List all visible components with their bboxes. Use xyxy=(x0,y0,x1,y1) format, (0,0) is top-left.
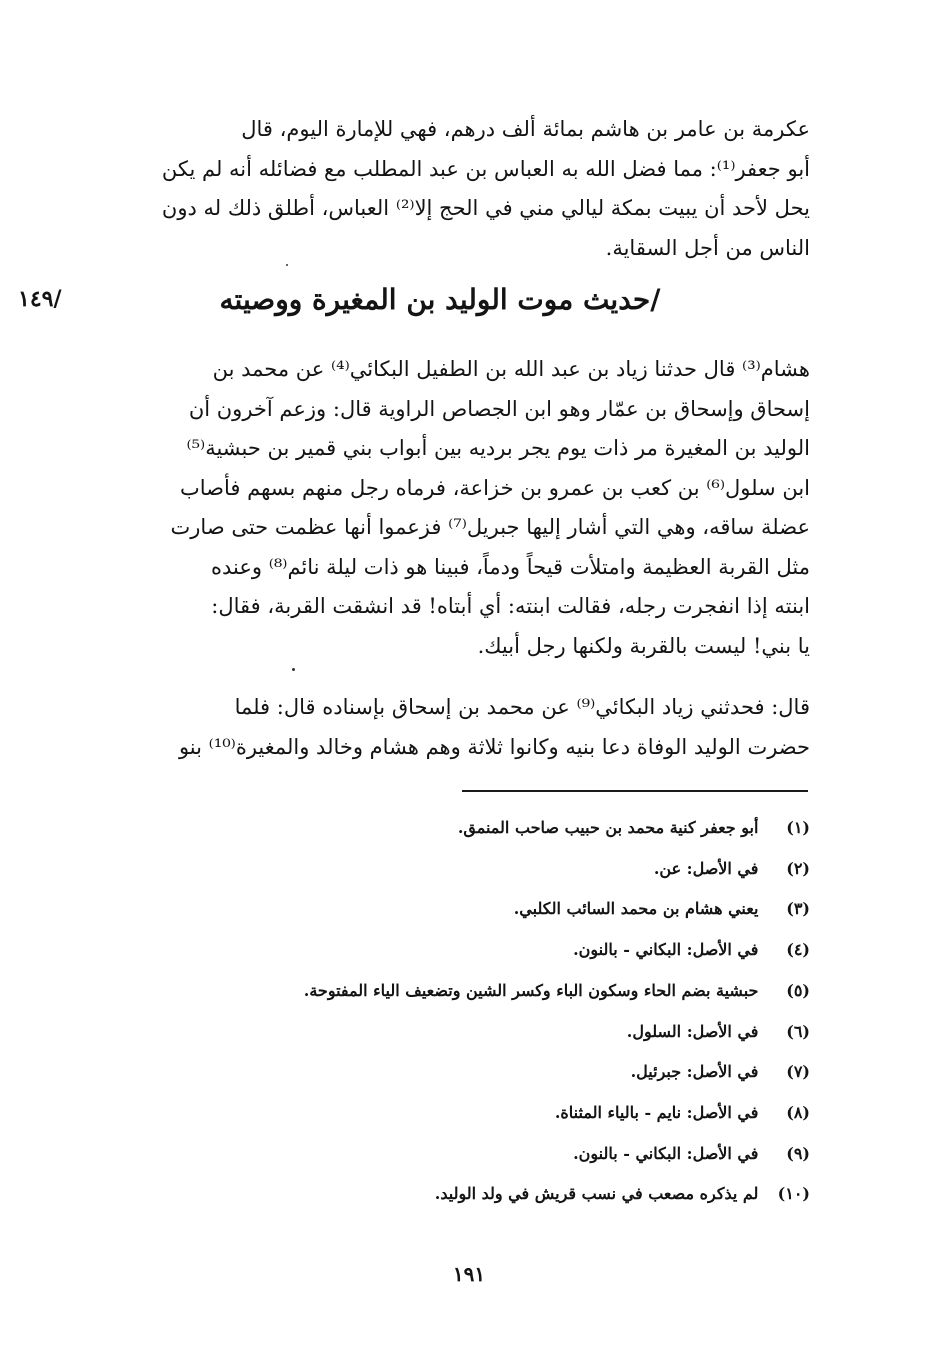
footnote-number: (٣) xyxy=(786,899,810,919)
text-line: قال: فحدثني زياد البكائي⁽⁹⁾ عن محمد بن إسحاق بإسناده قال: فلما xyxy=(234,695,810,719)
margin-page-reference: ١٤٩/ xyxy=(18,286,62,312)
footnote-item xyxy=(250,1012,810,1053)
text-line: إسحاق وإسحاق بن عمّار وهو ابن الجصاص الراوية قال: وزعم آخرون أن xyxy=(188,396,810,421)
footnote-item xyxy=(250,1174,810,1215)
footnote-text: في الأصل: البكاني - بالنون. xyxy=(573,1143,759,1163)
footnote-number: (٦) xyxy=(786,1021,810,1041)
footnote-text: في الأصل: نايم - بالياء المثناة. xyxy=(554,1102,759,1122)
text-line: عضلة ساقه، وهي التي أشار إليها جبريل⁽⁷⁾ فزعموا أنها عظمت حتى صارت xyxy=(170,515,810,539)
footnote-text: في الأصل: جبرئيل. xyxy=(630,1062,759,1082)
footnote-number: (٧) xyxy=(786,1062,810,1082)
footnote-item xyxy=(250,849,810,890)
text-line: مثل القربة العظيمة وامتلأت قيحاً ودماً، فبينا هو ذات ليلة نائم⁽⁸⁾ وعنده xyxy=(210,554,810,579)
text-line: الوليد بن المغيرة مر ذات يوم يجر برديه بين أبواب بني قمير بن حبشية⁽⁵⁾ xyxy=(186,436,810,460)
paragraph-1 xyxy=(106,110,810,268)
footnote-text: أبو جعفر كنية محمد بن حبيب صاحب المنمق. xyxy=(457,818,759,837)
text-line: حضرت الوليد الوفاة دعا بنيه وكانوا ثلاثة وهم هشام وخالد والمغيرة⁽¹⁰⁾ بنو xyxy=(178,734,810,759)
text-line: أبو جعفر⁽¹⁾: مما فضل الله به العباس بن عبد المطلب مع فضائله أنه لم يكن xyxy=(161,156,810,181)
page-number: ١٩١ xyxy=(452,1262,486,1286)
text-line: عكرمة بن عامر بن هاشم بمائة ألف درهم، فهي للإمارة اليوم، قال xyxy=(241,117,810,141)
footnote-item xyxy=(250,971,810,1012)
text-line: الناس من أجل السقاية. xyxy=(605,235,810,260)
section-heading: /حديث موت الوليد بن المغيرة ووصيته xyxy=(219,283,661,316)
text-line: ابن سلول⁽⁶⁾ بن كعب بن عمرو بن خزاعة، فرماه رجل منهم بسهم فأصاب xyxy=(180,475,810,500)
footnote-item xyxy=(250,930,810,971)
footnote-item xyxy=(250,1093,810,1134)
footnote-number: (٤) xyxy=(786,940,810,960)
footnote-number: (١) xyxy=(786,818,810,837)
footnote-divider xyxy=(462,790,808,792)
text-line: يحل لأحد أن يبيت بمكة ليالي مني في الحج إلا⁽²⁾ العباس، أطلق ذلك له دون xyxy=(161,196,810,220)
footnote-text: حبشية بضم الحاء وسكون الباء وكسر الشين وتضعيف الياء المفتوحة. xyxy=(303,980,759,1000)
footnote-item xyxy=(250,1134,810,1175)
footnote-number: (٩) xyxy=(786,1143,810,1163)
text-line: يا بني! ليست بالقربة ولكنها رجل أبيك. xyxy=(477,633,810,658)
paragraph-2 xyxy=(106,350,810,666)
text-line: هشام⁽³⁾ قال حدثنا زياد بن عبد الله بن الطفيل البكائي⁽⁴⁾ عن محمد بن xyxy=(212,357,810,381)
footnote-text: في الأصل: عن. xyxy=(653,858,759,878)
text-line: ابنته إذا انفجرت رجله، فقالت ابنته: أي أبتاه! قد انشقت القربة، فقال: xyxy=(211,594,810,618)
footnote-text: في الأصل: السلول. xyxy=(626,1021,759,1041)
footnote-text: في الأصل: البكاني - بالنون. xyxy=(573,940,759,960)
footnote-item xyxy=(250,808,810,849)
footnote-number: (٥) xyxy=(786,980,810,1000)
print-speck xyxy=(292,668,295,671)
footnote-number: (١٠) xyxy=(777,1184,810,1204)
footnote-text: يعني هشام بن محمد السائب الكلبي. xyxy=(513,899,759,919)
footnotes-list xyxy=(250,808,810,1215)
footnote-text: لم يذكره مصعب في نسب قريش في ولد الوليد. xyxy=(434,1184,759,1204)
footnote-number: (٨) xyxy=(786,1102,810,1122)
paragraph-3 xyxy=(106,688,810,767)
footnote-item xyxy=(250,1052,810,1093)
footnote-number: (٢) xyxy=(786,858,810,878)
footnote-item xyxy=(250,889,810,930)
print-speck xyxy=(286,264,288,266)
